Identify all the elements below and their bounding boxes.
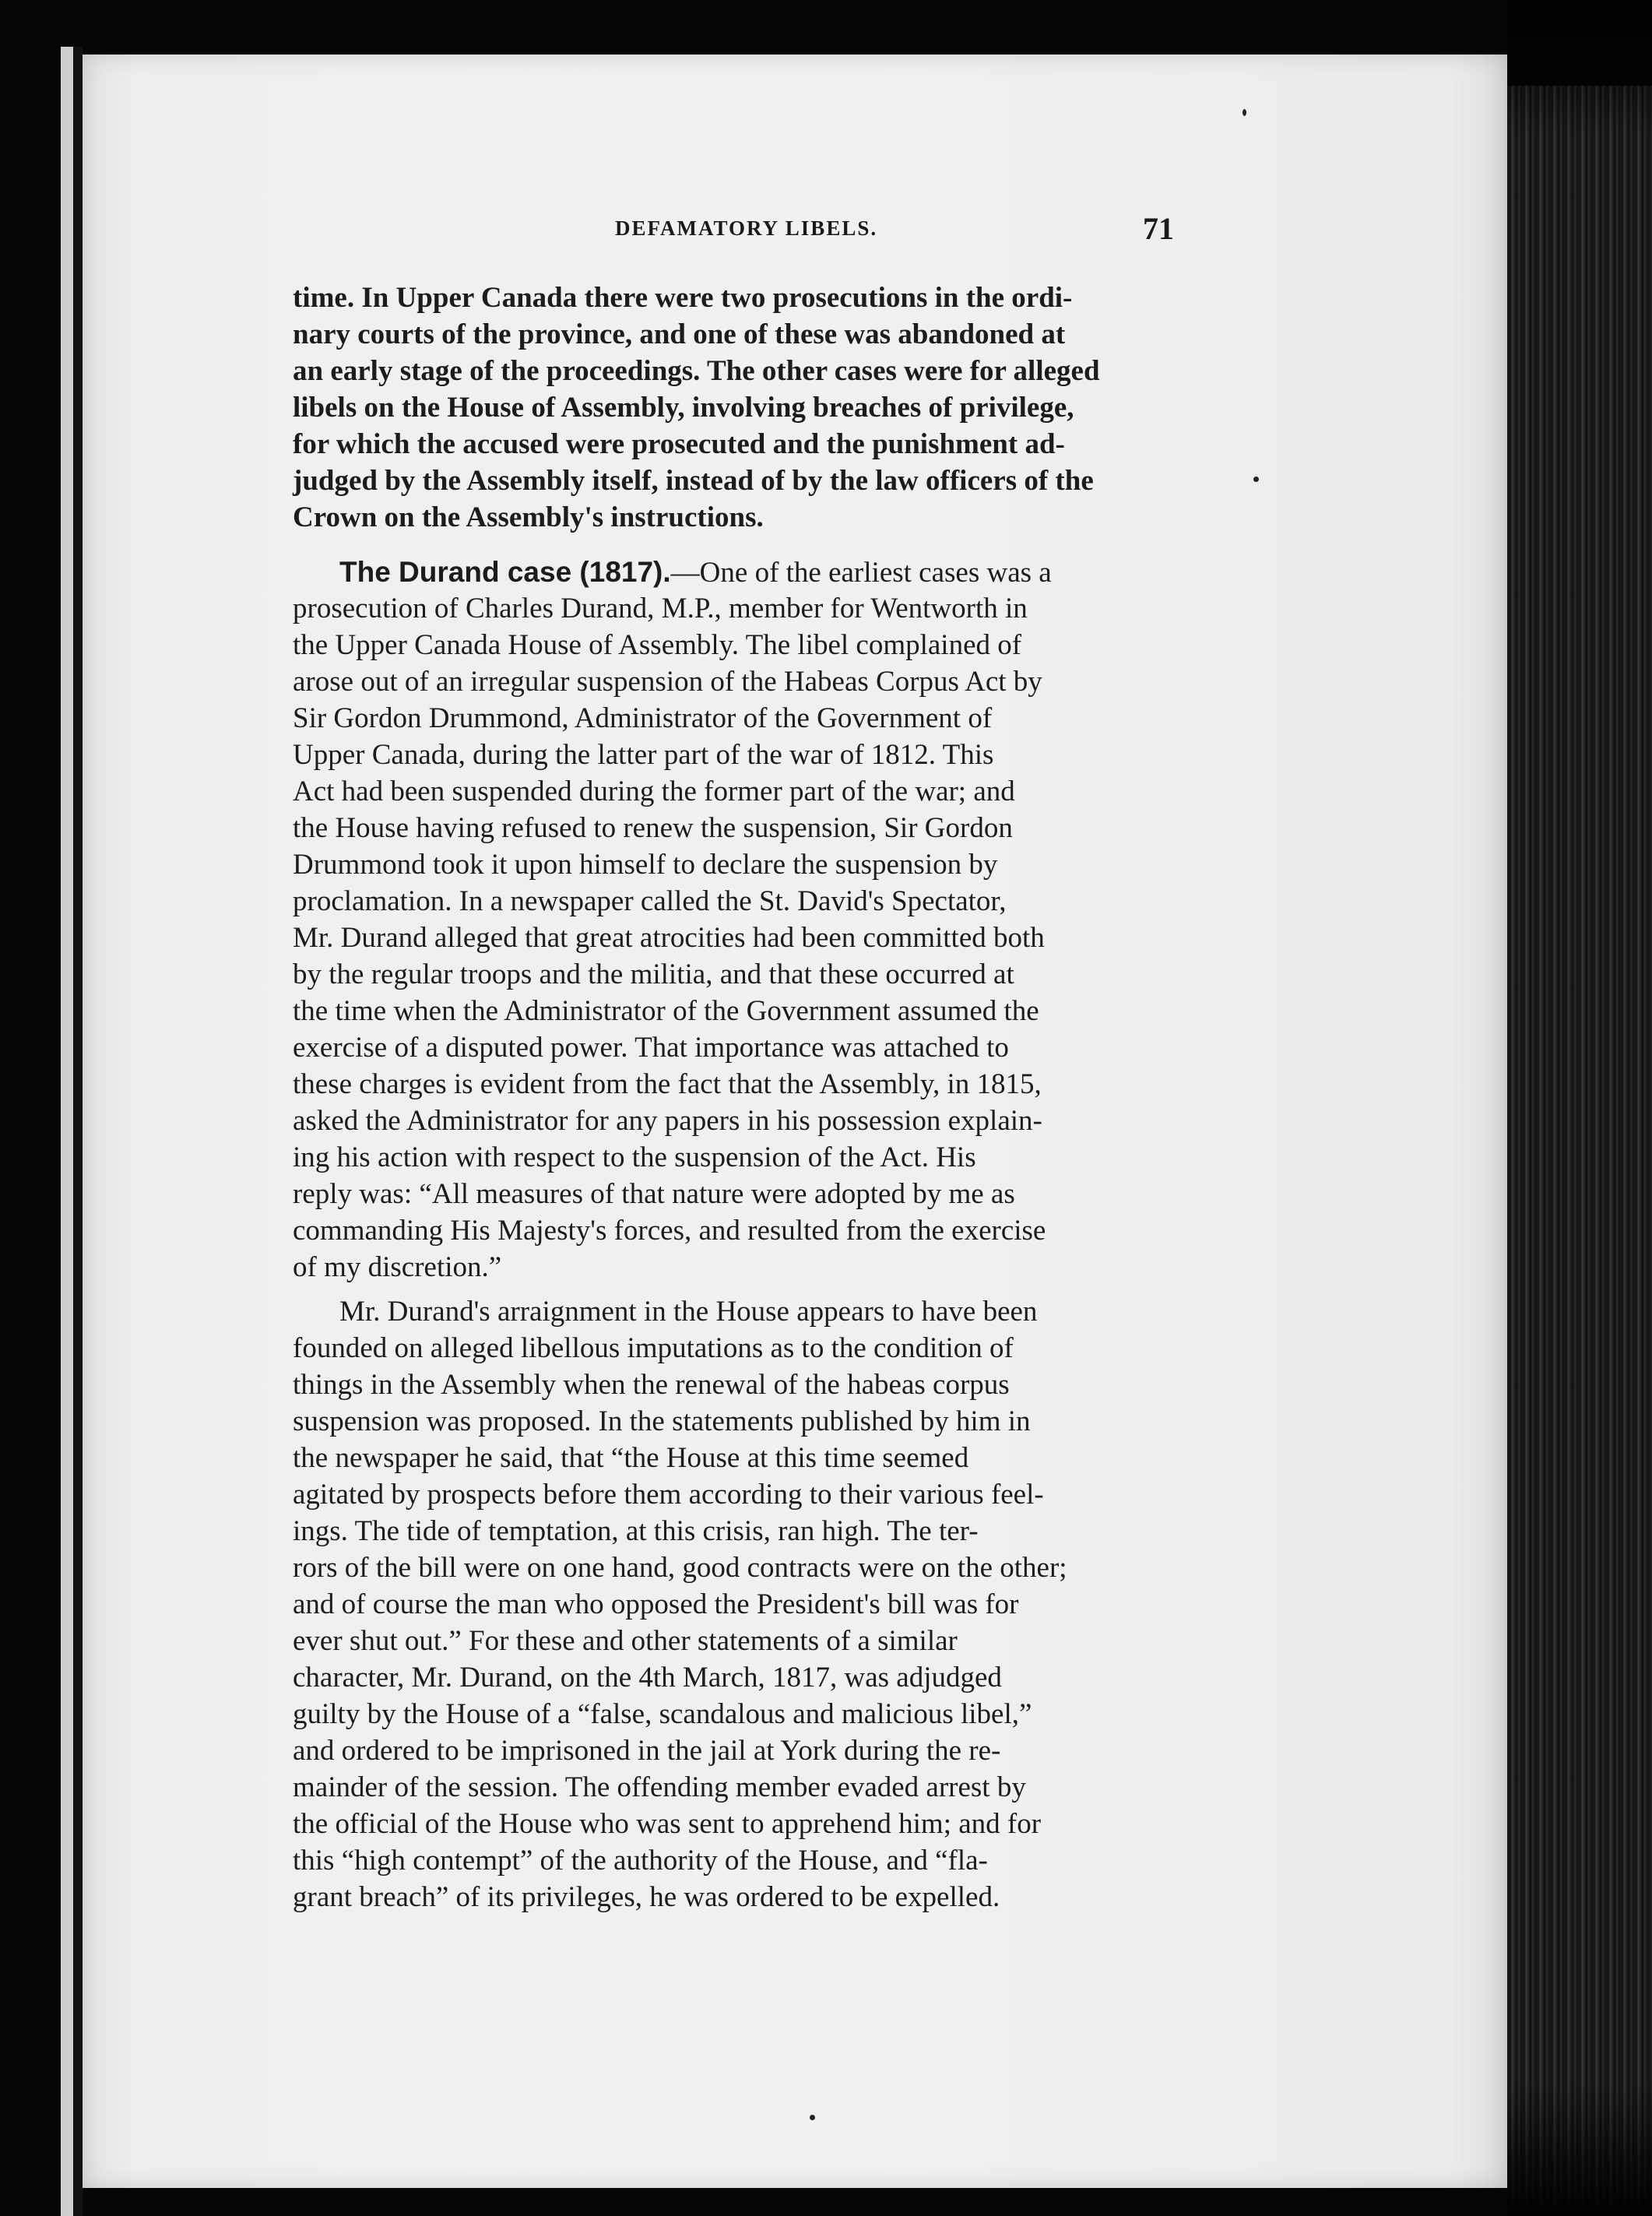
text-line: of my discretion.” <box>293 1251 502 1283</box>
text-line: prosecution of Charles Durand, M.P., member for Wentworth in <box>293 593 1028 624</box>
section-heading: The Durand case (1817). <box>339 556 671 588</box>
text-line: proclamation. In a newspaper called the St. David's Spectator, <box>293 885 1007 917</box>
text-line: founded on alleged libellous imputations as to the condition of <box>293 1332 1014 1364</box>
scan-speck <box>1243 109 1246 116</box>
page-number: 71 <box>1143 211 1174 246</box>
text-line: ings. The tide of temptation, at this crisis, ran high. The ter- <box>293 1515 979 1547</box>
running-head: DEFAMATORY LIBELS. <box>615 216 878 240</box>
text-line: and ordered to be imprisoned in the jail at York during the re- <box>293 1735 1001 1767</box>
text-line: this “high contempt” of the authority of the House, and “fla- <box>293 1845 988 1877</box>
text-line: the official of the House who was sent to apprehend him; and for <box>293 1808 1042 1840</box>
text-line-fragment: —One of the earliest cases was a <box>670 557 1052 589</box>
text-line: commanding His Majesty's forces, and resulted from the exercise <box>293 1215 1046 1247</box>
text-line: things in the Assembly when the renewal of the habeas corpus <box>293 1369 1010 1401</box>
text-line: ever shut out.” For these and other statements of a similar <box>293 1625 958 1657</box>
film-frame-gap <box>73 47 83 2216</box>
text-line: and of course the man who opposed the President's bill was for <box>293 1588 1019 1620</box>
text-line: judged by the Assembly itself, instead of by the law officers of the <box>293 465 1094 497</box>
film-frame-left-bar <box>61 47 73 2216</box>
scan-speck <box>1253 477 1259 482</box>
body-text <box>293 0 1211 2216</box>
text-line: guilty by the House of a “false, scandalous and malicious libel,” <box>293 1698 1032 1730</box>
text-line: Mr. Durand's arraignment in the House appears to have been <box>339 1296 1038 1328</box>
text-line: the newspaper he said, that “the House at this time seemed <box>293 1442 969 1474</box>
text-line: these charges is evident from the fact that the Assembly, in 1815, <box>293 1068 1042 1100</box>
text-line: suspension was proposed. In the statements published by him in <box>293 1405 1031 1437</box>
text-line: the Upper Canada House of Assembly. The libel complained of <box>293 629 1022 661</box>
text-line: mainder of the session. The offending member evaded arrest by <box>293 1771 1026 1803</box>
text-line <box>339 558 1052 587</box>
text-line: for which the accused were prosecuted and the punishment ad- <box>293 428 1065 460</box>
text-line: the House having refused to renew the suspension, Sir Gordon <box>293 812 1013 844</box>
text-line: by the regular troops and the militia, and that these occurred at <box>293 959 1014 990</box>
text-line: Mr. Durand alleged that great atrocities had been committed both <box>293 922 1045 954</box>
text-line: Act had been suspended during the former part of the war; and <box>293 776 1015 807</box>
text-line: Crown on the Assembly's instructions. <box>293 501 764 533</box>
text-line: asked the Administrator for any papers in his possession explain- <box>293 1105 1042 1137</box>
text-line: arose out of an irregular suspension of the Habeas Corpus Act by <box>293 666 1042 698</box>
text-line: agitated by prospects before them according to their various feel- <box>293 1479 1044 1511</box>
text-line: grant breach” of its privileges, he was ordered to be expelled. <box>293 1881 1000 1913</box>
text-line: Sir Gordon Drummond, Administrator of the Government of <box>293 702 993 734</box>
text-line: Drummond took it upon himself to declare the suspension by <box>293 849 998 881</box>
text-line: time. In Upper Canada there were two prosecutions in the ordi- <box>293 282 1073 314</box>
text-line: an early stage of the proceedings. The other cases were for alleged <box>293 355 1100 387</box>
text-line: ing his action with respect to the suspension of the Act. His <box>293 1141 976 1173</box>
text-line: exercise of a disputed power. That importance was attached to <box>293 1032 1009 1064</box>
text-line: character, Mr. Durand, on the 4th March, 1817, was adjudged <box>293 1662 1002 1694</box>
text-line: reply was: “All measures of that nature were adopted by me as <box>293 1178 1015 1210</box>
text-line: libels on the House of Assembly, involving breaches of privilege, <box>293 392 1074 424</box>
text-line: nary courts of the province, and one of these was abandoned at <box>293 318 1066 350</box>
text-line: the time when the Administrator of the Government assumed the <box>293 995 1039 1027</box>
text-line: Upper Canada, during the latter part of the war of 1812. This <box>293 739 994 771</box>
text-line: rors of the bill were on one hand, good contracts were on the other; <box>293 1552 1067 1584</box>
book-edge-shade <box>1507 0 1652 2216</box>
